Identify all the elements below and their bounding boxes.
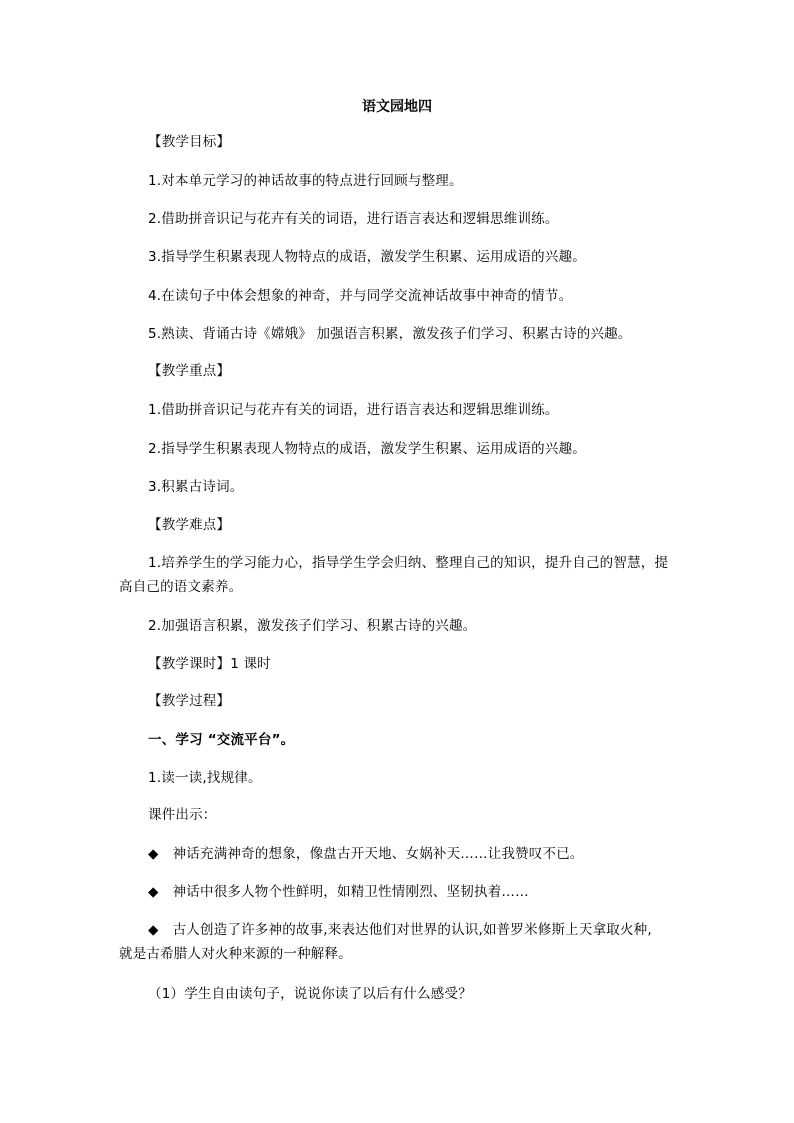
- key-point-item: 3.积累古诗词。: [148, 479, 244, 495]
- key-point-item: 2.指导学生积累表现人物特点的成语，激发学生积累、运用成语的兴趣。: [148, 441, 586, 457]
- hours-line: [148, 655, 271, 673]
- objective-item: 1.对本单元学习的神话故事的特点进行回顾与整理。: [148, 173, 463, 189]
- key-points-heading: 【教学重点】: [148, 363, 231, 379]
- difficulty-item: 2.加强语言积累，激发孩子们学习、积累古诗的兴趣。: [148, 618, 477, 634]
- objective-item: 4.在读句子中体会想象的神奇，并与同学交流神话故事中神奇的情节。: [148, 288, 573, 304]
- difficulty-item-line: 高自己的语文素养。: [119, 579, 243, 595]
- question-item: （1）学生自由读句子，说说你读了以后有什么感受？: [148, 986, 472, 1002]
- key-point-item: 1.借助拼音识记与花卉有关的词语，进行语言表达和逻辑思维训练。: [148, 402, 559, 418]
- difficulty-item-line: 1.培养学生的学习能力心，指导学生学会归纳、整理自己的知识，提升自己的智慧，提: [148, 555, 669, 571]
- step-one-heading: 一、学习 “交流平台”。: [148, 732, 295, 748]
- objectives-heading: 【教学目标】: [148, 134, 231, 150]
- bullet-text: 神话充满神奇的想象，像盘古开天地、女娲补天……让我赞叹不已。: [172, 846, 584, 862]
- bullet-line: [148, 845, 584, 863]
- bullet-text: 神话中很多人物个性鲜明，如精卫性情刚烈、坚韧执着……: [172, 884, 529, 900]
- hours-value: 1 课时: [230, 656, 271, 672]
- objective-item: 2.借助拼音识记与花卉有关的词语，进行语言表达和逻辑思维训练。: [148, 211, 559, 227]
- diamond-icon: ◆: [148, 884, 159, 900]
- bullet-text-continued: 就是古希腊人对火种来源的一种解释。: [119, 946, 352, 962]
- difficulties-heading: 【教学难点】: [148, 517, 231, 533]
- objective-item: 5.熟读、背诵古诗《嫦娥》 加强语言积累，激发孩子们学习、积累古诗的兴趣。: [148, 326, 632, 342]
- courseware-label: 课件出示：: [148, 807, 217, 823]
- hours-heading: 【教学课时】: [148, 656, 231, 672]
- bullet-line: [148, 921, 652, 939]
- bullet-text: 古人创造了许多神的故事,来表达他们对世界的认识,如普罗米修斯上天拿取火种,: [172, 922, 652, 938]
- diamond-icon: ◆: [148, 846, 159, 862]
- bullet-line: [148, 883, 529, 901]
- process-heading: 【教学过程】: [148, 693, 231, 709]
- objective-item: 3.指导学生积累表现人物特点的成语，激发学生积累、运用成语的兴趣。: [148, 249, 586, 265]
- step-one-item: 1.读一读,找规律。: [148, 770, 262, 786]
- diamond-icon: ◆: [148, 922, 159, 938]
- page-title: 语文园地四: [362, 99, 432, 115]
